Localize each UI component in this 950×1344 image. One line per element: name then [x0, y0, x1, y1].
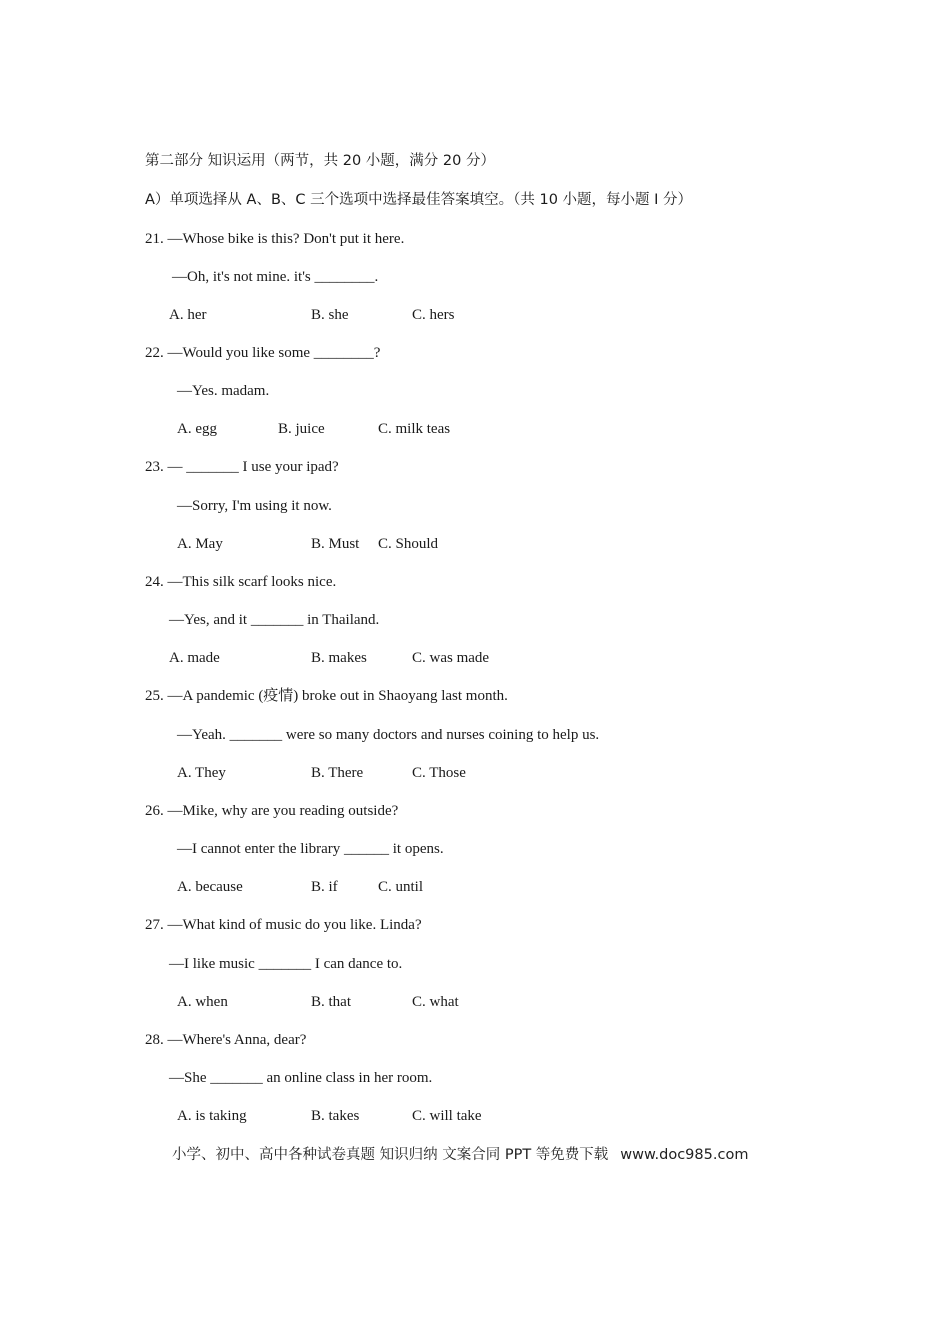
option-24-c: C. was made [412, 650, 490, 666]
question-22: 22. —Would you like some ________? [145, 345, 381, 361]
option-28-c: C. will take [412, 1108, 482, 1124]
footer-url[interactable]: www.doc985.com [620, 1147, 749, 1163]
answer-line-21: —Oh, it's not mine. it's ________. [172, 269, 379, 285]
footer-text: 小学、初中、高中各种试卷真题 知识归纳 文案合同 PPT 等免费下载 [172, 1147, 609, 1163]
option-24-b: B. makes [311, 650, 367, 666]
section-title: 第二部分 知识运用（两节，共 20 小题，满分 20 分） [145, 153, 495, 169]
option-25-b: B. There [311, 765, 364, 781]
option-28-b: B. takes [311, 1108, 360, 1124]
option-23-b: B. Must [311, 536, 360, 552]
option-26-c: C. until [378, 879, 424, 895]
footer [172, 1145, 748, 1165]
answer-line-26: —I cannot enter the library ______ it opens. [177, 841, 444, 857]
option-21-c: C. hers [412, 307, 455, 323]
question-28: 28. —Where's Anna, dear? [145, 1032, 307, 1048]
option-21-a: A. her [169, 307, 207, 323]
option-22-a: A. egg [177, 421, 217, 437]
option-23-c: C. Should [378, 536, 439, 552]
option-21-b: B. she [311, 307, 349, 323]
instruction: A）单项选择从 A、B、C 三个选项中选择最佳答案填空。（共 10 小题，每小题 I 分） [145, 192, 693, 208]
answer-line-22: —Yes. madam. [177, 383, 270, 399]
option-26-b: B. if [311, 879, 338, 895]
option-27-c: C. what [412, 994, 459, 1010]
answer-line-25: —Yeah. _______ were so many doctors and nurses coining to help us. [177, 727, 600, 743]
option-22-c: C. milk teas [378, 421, 451, 437]
answer-line-24: —Yes, and it _______ in Thailand. [169, 612, 380, 628]
option-28-a: A. is taking [177, 1108, 247, 1124]
answer-line-23: —Sorry, I'm using it now. [177, 498, 332, 514]
question-25: 25. —A pandemic (疫情) broke out in Shaoyang last month. [145, 688, 508, 704]
question-26: 26. —Mike, why are you reading outside? [145, 803, 399, 819]
answer-line-27: —I like music _______ I can dance to. [169, 956, 403, 972]
option-26-a: A. because [177, 879, 243, 895]
question-24: 24. —This silk scarf looks nice. [145, 574, 337, 590]
option-23-a: A. May [177, 536, 223, 552]
option-27-a: A. when [177, 994, 228, 1010]
question-21: 21. —Whose bike is this? Don't put it here. [145, 231, 405, 247]
option-27-b: B. that [311, 994, 351, 1010]
question-27: 27. —What kind of music do you like. Linda? [145, 917, 422, 933]
option-25-c: C. Those [412, 765, 466, 781]
answer-line-28: —She _______ an online class in her room. [169, 1070, 433, 1086]
question-23: 23. — _______ I use your ipad? [145, 459, 339, 475]
option-22-b: B. juice [278, 421, 325, 437]
option-25-a: A. They [177, 765, 226, 781]
option-24-a: A. made [169, 650, 220, 666]
